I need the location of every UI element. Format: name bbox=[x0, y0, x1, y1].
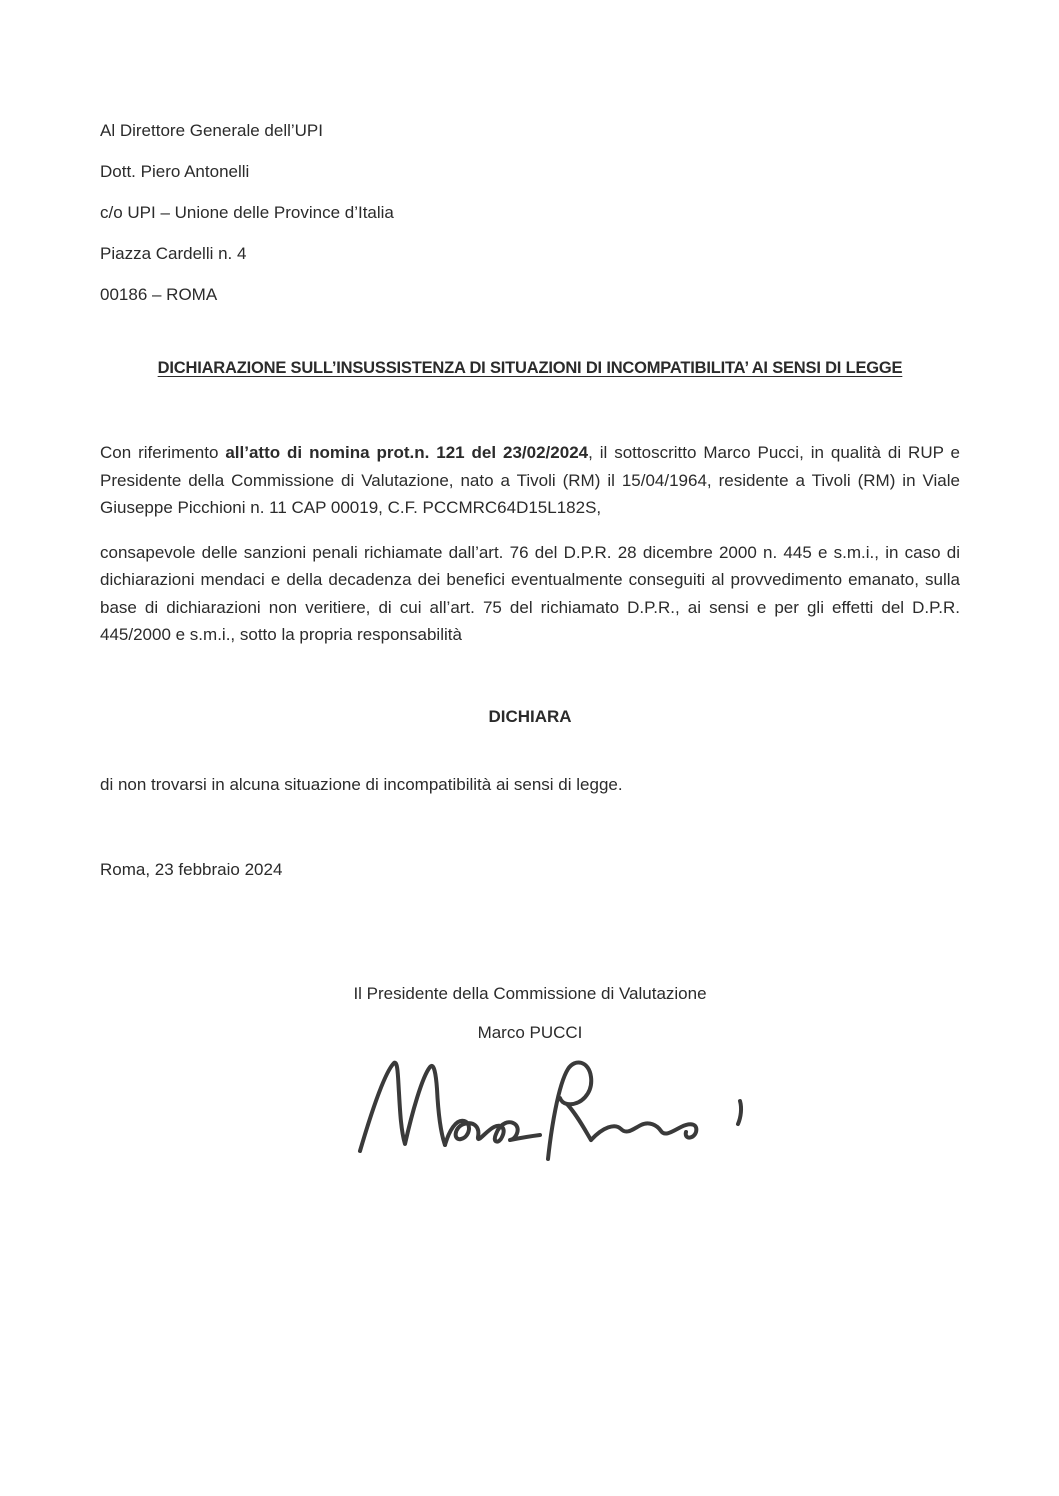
declaration-line: di non trovarsi in alcuna situazione di incompatibilità ai sensi di legge. bbox=[100, 774, 623, 794]
document-title-text: DICHIARAZIONE SULL’INSUSSISTENZA DI SITUAZIONI DI INCOMPATIBILITA’ AI SENSI DI LEGGE bbox=[157, 359, 903, 377]
recipient-line-3: c/o UPI – Unione delle Province d’Italia bbox=[100, 203, 394, 222]
signer-name: Marco PUCCI bbox=[477, 1022, 583, 1042]
recipient-line-1: Al Direttore Generale dell’UPI bbox=[100, 121, 323, 140]
paragraph-reference bbox=[100, 439, 960, 522]
date-line: Roma, 23 febbraio 2024 bbox=[100, 860, 283, 879]
handwritten-signature-icon bbox=[352, 1045, 772, 1175]
recipient-line-5: 00186 – ROMA bbox=[100, 285, 218, 304]
paragraph-sanctions: consapevole delle sanzioni penali richiamate dall’art. 76 del D.P.R. 28 dicembre 2000 n. 445 e s.m.i., in caso di dichiarazioni mendaci e della decadenza dei benefici eventualmente conseguiti al provvedimento emanato, sulla base di dichiarazioni non veritiere, di cui all’art. 75 del richiamato D.P.R., ai sensi e per gli effetti del D.P.R. 445/2000 e s.m.i., sotto la propria responsabilità bbox=[100, 542, 960, 644]
recipient-block bbox=[100, 122, 960, 304]
signer-role: Il Presidente della Commissione di Valutazione bbox=[353, 983, 707, 1003]
paragraph-reference-rest: , il sottoscritto Marco Pucci, in qualità di RUP e Presidente della Commissione di Valutazione, nato a Tivoli (RM) il 15/04/1964, residente a Tivoli (RM) in Viale Giuseppe Picchioni n. 11 CAP 00019, C.F. PCCMRC64D15L182S, bbox=[100, 443, 961, 517]
paragraph-reference-bold: all’atto di nomina prot.n. 121 del 23/02/2024 bbox=[225, 443, 589, 462]
recipient-line-4: Piazza Cardelli n. 4 bbox=[100, 244, 247, 263]
declare-heading: DICHIARA bbox=[488, 706, 572, 726]
paragraph-reference-prefix: Con riferimento bbox=[100, 443, 226, 462]
recipient-line-2: Dott. Piero Antonelli bbox=[100, 162, 250, 181]
document-title bbox=[100, 357, 960, 379]
signature-mark bbox=[100, 1045, 960, 1175]
